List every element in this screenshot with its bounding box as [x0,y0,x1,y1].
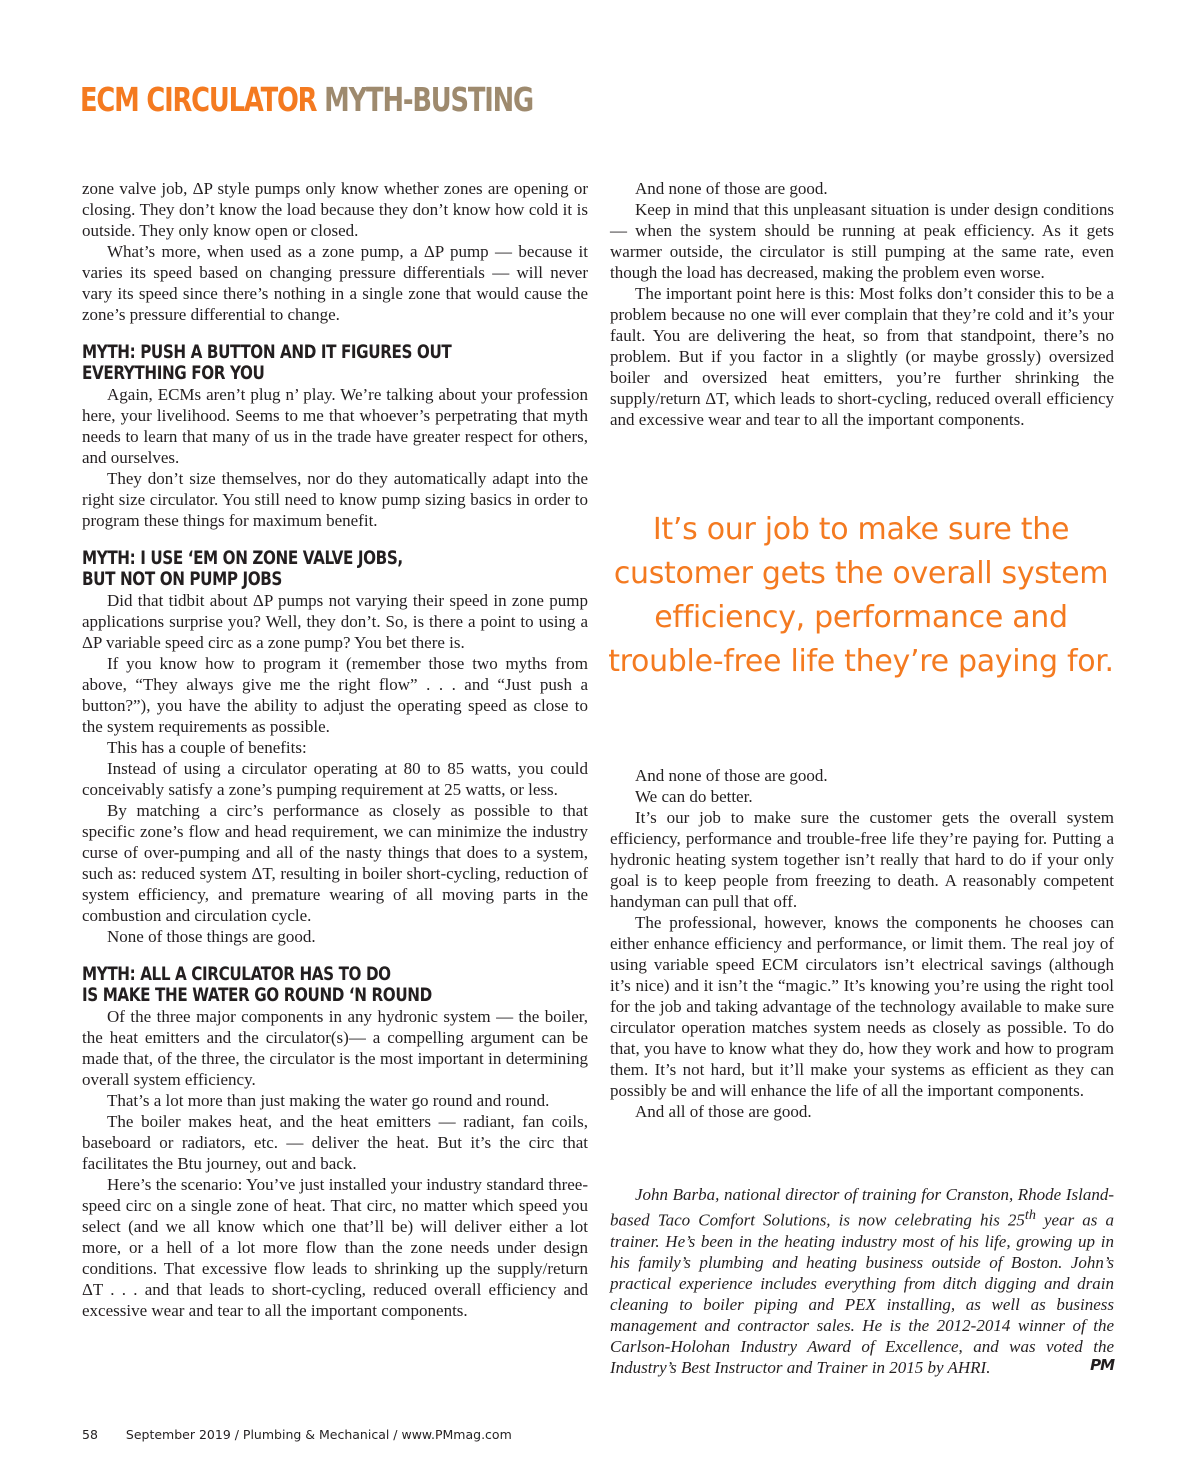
heading-line: EVERYTHING FOR YOU [82,362,265,384]
page-footer [82,1427,512,1442]
author-bio-text [610,1184,1114,1378]
author-bio [610,1184,1114,1378]
bio-superscript: th [1024,1207,1036,1223]
heading-line: IS MAKE THE WATER GO ROUND ‘N ROUND [82,984,432,1006]
paragraph: Instead of using a circulator operating at 80 to 85 watts, you could conceivably satisfy a zone’s pumping requirement at 25 watts, or less. [82,759,588,799]
paragraph: If you know how to program it (remember those two myths from above, “They always give me the right flow” . . . and “Just push a button?”), you have the ability to adjust the operating speed as close to the system requirements as possible. [82,654,588,736]
section-heading-round-n-round [82,964,487,1006]
header-title-part2: MYTH-BUSTING [324,80,534,119]
page-number: 58 [82,1427,98,1442]
paragraph: What’s more, when used as a zone pump, a ΔP pump — because it varies its speed based on changing pressure differentials — will never vary its speed since there’s nothing in a single zone that would cause the zone’s pressure differential to change. [82,242,588,324]
paragraph: This has a couple of benefits: [107,738,307,757]
bio-part: John Barba, national director of training for Cranston, Rhode Island-based Taco Comfort Solutions, is now celebrating his 25 [610,1185,1114,1230]
paragraph: Keep in mind that this unpleasant situation is under design conditions — when the system should be running at peak efficiency. As it gets warmer outside, the circulator is still pumping at the same rate, even though the load has decreased, making the problem even worse. [610,200,1114,282]
paragraph: They don’t size themselves, nor do they automatically adapt into the right size circulator. You still need to know pump sizing basics in order to program these things for maximum benefit. [82,469,588,530]
paragraph: The important point here is this: Most folks don’t consider this to be a problem because no one will ever complain that they’re cold and it’s your fault. You are delivering the heat, so from that standpoint, there’s no problem. But if you factor in a slightly (or maybe grossly) oversized boiler and oversized heat emitters, you’re further shrinking the supply/return ΔT, which leads to short-cycling, reduced overall efficiency and excessive wear and tear to all the important components. [610,284,1114,429]
section-heading-zone-valve-jobs [82,548,487,590]
paragraph: Again, ECMs aren’t plug n’ play. We’re talking about your profession here, your livelihood. Seems to me that whoever’s perpetrating that myth needs to learn that many of us in the trade have greater respect for others, and ourselves. [82,385,588,467]
header-title-part1: ECM CIRCULATOR [80,80,317,119]
paragraph: Here’s the scenario: You’ve just installed your industry standard three-speed circ on a single zone of heat. That circ, no matter which speed you select (and we all know which one that’ll be) will deliver either a lot more, or a hell of a lot more flow than the zone needs under design conditions. That excessive flow leads to shrinking up the supply/return ΔT . . . and that leads to short-cycling, reduced overall efficiency and excessive wear and tear to all the important components. [82,1175,588,1320]
heading-line: MYTH: PUSH A BUTTON AND IT FIGURES OUT [82,341,452,363]
right-column-bottom [610,765,1114,1122]
right-column-top [610,178,1114,430]
paragraph: It’s our job to make sure the customer gets the overall system efficiency, performance and trouble-free life they’re paying for. Putting a hydronic heating system together isn’t really that hard to do if your only goal is to keep people from freezing to death. A reasonably competent handyman can pull that off. [610,808,1114,911]
pm-logo: PM [1090,1356,1114,1374]
left-column [82,178,588,1321]
paragraph: By matching a circ’s performance as closely as possible to that specific zone’s flow and head requirement, we can minimize the industry curse of over-pumping and all of the nasty things that does to a system, such as: reduced system ΔT, resulting in boiler short-cycling, reduction of system efficiency, and premature wearing of all moving parts in the combustion and circulation cycle. [82,801,588,925]
heading-line: BUT NOT ON PUMP JOBS [82,568,282,590]
paragraph: We can do better. [635,787,753,806]
paragraph: zone valve job, ΔP style pumps only know whether zones are opening or closing. They don’t know the load because they don’t know how cold it is outside. They only know open or closed. [82,179,588,240]
bio-part: year as a trainer. He’s been in the heating industry most of his life, growing up in his family’s plumbing and heating business outside of Boston. John’s practical experience includes everything from ditch digging and drain cleaning to boiler piping and PEX installing, as well as business management and contractor sales. He is the 2012-2014 winner of the Carlson-Holohan Industry Award of Excellence, and was voted the Industry’s Best Instructor and Trainer in 2015 by AHRI. [610,1210,1114,1377]
page-header [80,80,533,119]
paragraph: And none of those are good. [635,766,828,785]
paragraph: That’s a lot more than just making the water go round and round. [107,1091,550,1110]
heading-line: MYTH: I USE ‘EM ON ZONE VALVE JOBS, [82,547,403,569]
footer-publication: September 2019 / Plumbing & Mechanical / www.PMmag.com [125,1427,512,1442]
heading-line: MYTH: ALL A CIRCULATOR HAS TO DO [82,963,391,985]
paragraph: Of the three major components in any hydronic system — the boiler, the heat emitters and the circulator(s)— a compelling argument can be made that, of the three, the circulator is the most important in determining overall system efficiency. [82,1007,588,1089]
paragraph: The boiler makes heat, and the heat emitters — radiant, fan coils, baseboard or radiators, etc. — deliver the heat. But it’s the circ that facilitates the Btu journey, out and back. [82,1112,588,1173]
section-heading-push-button [82,342,487,384]
paragraph: Did that tidbit about ΔP pumps not varying their speed in zone pump applications surprise you? Well, they don’t. So, is there a point to using a ΔP variable speed circ as a zone pump? You bet there is. [82,591,588,652]
pull-quote: It’s our job to make sure the customer gets the overall system efficiency, performance and trouble-free life they’re paying for. [608,512,1114,679]
paragraph: And all of those are good. [635,1102,812,1121]
paragraph: None of those things are good. [107,927,316,946]
paragraph: The professional, however, knows the components he chooses can either enhance efficiency and performance, or limit them. The real joy of using variable speed ECM circulators isn’t electrical savings (although it’s nice) and it isn’t the “magic.” It’s knowing you’re using the right tool for the job and taking advantage of the technology available to make sure circulator operation matches system needs as closely as possible. To do that, you have to know what they do, how they work and how to program them. It’s not hard, but it’ll make your systems as efficient as they can possibly be and will enhance the life of all the important components. [610,913,1114,1100]
paragraph: And none of those are good. [635,179,828,198]
